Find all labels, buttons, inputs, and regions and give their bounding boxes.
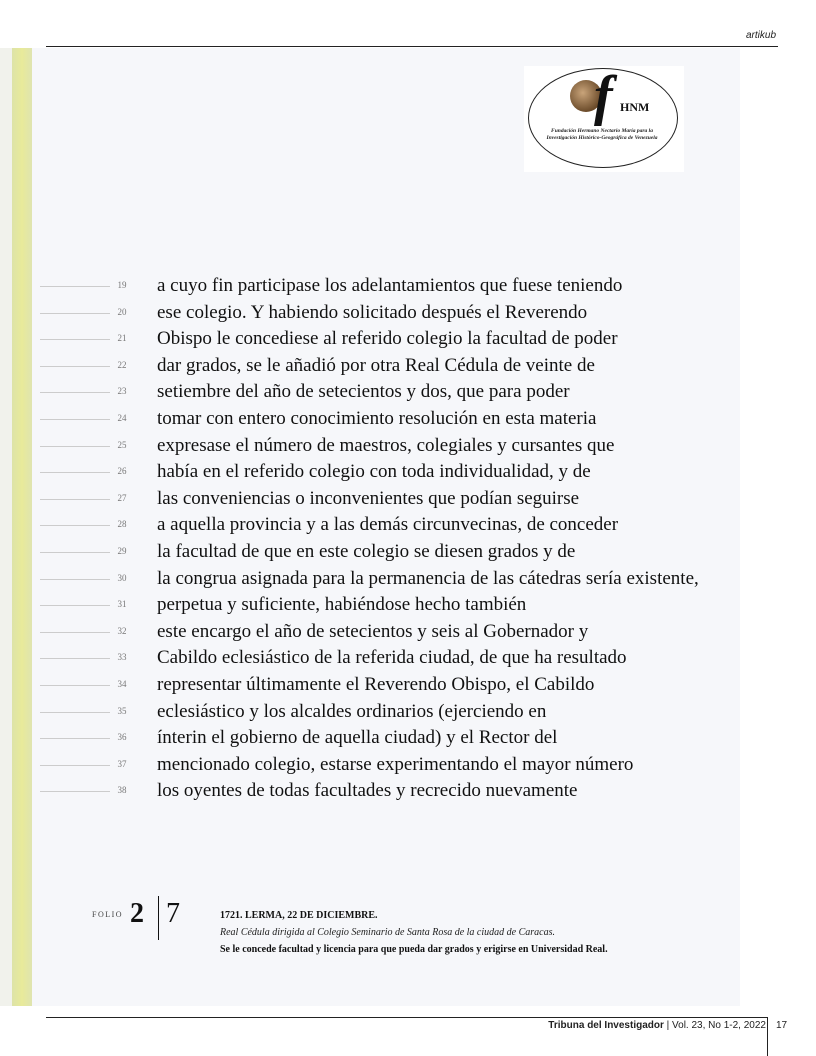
line-number: 26 xyxy=(117,466,127,477)
line-rule xyxy=(40,579,110,580)
line-number: 20 xyxy=(117,306,127,317)
logo-f-letter: f xyxy=(594,65,613,127)
line-number: 23 xyxy=(117,386,127,397)
line-rule xyxy=(40,712,110,713)
line-rule xyxy=(40,605,110,606)
line-rule xyxy=(40,286,110,287)
line-rule xyxy=(40,499,110,500)
line-rule xyxy=(40,525,110,526)
line-number: 37 xyxy=(117,758,127,769)
line-rule xyxy=(40,685,110,686)
line-text: representar últimamente el Reverendo Obispo, el Cabildo xyxy=(157,674,595,695)
line-rule xyxy=(40,658,110,659)
line-text: Cabildo eclesiástico de la referida ciudad, de que ha resultado xyxy=(157,647,627,669)
line-number: 22 xyxy=(117,359,127,370)
journal-issue: Vol. 23, No 1-2, 2022 xyxy=(672,1020,766,1031)
line-number: 21 xyxy=(117,333,127,344)
line-text: Obispo le concediese al referido colegio la facultad de poder xyxy=(157,328,618,350)
line-number: 35 xyxy=(117,705,127,716)
line-text: las conveniencias o inconvenientes que podían seguirse xyxy=(157,487,580,509)
line-number: 24 xyxy=(117,413,127,423)
line-rule xyxy=(40,791,110,792)
line-rule xyxy=(40,339,110,340)
line-text: los oyentes de todas facultades y recrecido nuevamente xyxy=(157,780,578,802)
line-text: mencionado colegio, estarse experimentando el mayor número xyxy=(157,753,634,775)
line-text: setiembre del año de setecientos y dos, que para poder xyxy=(157,381,570,403)
line-text: eclesiástico y los alcaldes ordinarios (ejerciendo en xyxy=(157,700,547,722)
line-text: expresase el número de maestros, colegiales y cursantes que xyxy=(157,434,615,456)
section-tag: artikub xyxy=(745,30,776,41)
line-number: 33 xyxy=(117,652,127,663)
line-text: la facultad de que en este colegio se diesen grados y de xyxy=(157,541,576,562)
page-edge xyxy=(0,48,12,1006)
line-number: 36 xyxy=(117,732,127,743)
line-rule xyxy=(40,632,110,633)
line-rule xyxy=(40,552,110,553)
line-text: a cuyo fin participase los adelantamientos que fuese teniendo xyxy=(157,275,623,296)
line-number: 27 xyxy=(117,492,127,503)
logo-abbreviation: HNM xyxy=(620,100,650,114)
line-rule xyxy=(40,765,110,766)
line-rule xyxy=(40,419,110,420)
page-number: 17 xyxy=(776,1020,788,1031)
line-number: 38 xyxy=(117,785,127,796)
line-rule xyxy=(40,472,110,473)
folio-number-right: 7 xyxy=(166,898,180,929)
line-text: perpetua y suficiente, habiéndose hecho también xyxy=(157,594,527,616)
journal-name: Tribuna del Investigador xyxy=(548,1020,664,1031)
line-rule xyxy=(40,446,110,447)
folio-number-left: 2 xyxy=(130,898,144,929)
line-text: había en el referido colegio con toda individualidad, y de xyxy=(157,461,591,483)
book-spine xyxy=(12,48,32,1006)
line-number: 28 xyxy=(117,519,127,530)
line-number: 31 xyxy=(117,599,127,610)
bottom-divider xyxy=(767,1017,768,1056)
line-number: 29 xyxy=(117,546,127,556)
top-rule xyxy=(46,46,778,47)
line-number: 19 xyxy=(117,280,127,290)
line-text: a aquella provincia y a las demás circunvecinas, de conceder xyxy=(157,514,619,536)
line-number: 34 xyxy=(117,679,127,689)
foundation-logo xyxy=(524,66,684,172)
line-text: dar grados, se le añadió por otra Real Cédula de veinte de xyxy=(157,354,595,376)
line-text: ínterin el gobierno de aquella ciudad) y el Rector del xyxy=(157,727,558,749)
line-text: este encargo el año de setecientos y seis al Gobernador y xyxy=(157,620,589,642)
logo-subtitle: Fundación Hermano Nectario María para la Investigación Histórico-Geográfica de Venezuela xyxy=(546,128,658,141)
caption-subtitle: Real Cédula dirigida al Colegio Seminario de Santa Rosa de la ciudad de Caracas. xyxy=(220,927,555,938)
line-number: 25 xyxy=(117,439,127,450)
bottom-rule xyxy=(46,1017,768,1018)
line-rule xyxy=(40,392,110,393)
line-number: 30 xyxy=(117,572,127,583)
line-number: 32 xyxy=(117,625,127,636)
line-text: la congrua asignada para la permanencia de las cátedras sería existente, xyxy=(157,567,699,589)
line-text: ese colegio. Y habiendo solicitado después el Reverendo xyxy=(157,301,588,323)
folio-divider xyxy=(158,896,159,940)
caption-description: Se le concede facultad y licencia para que pueda dar grados y erigirse en Universidad Real. xyxy=(220,944,608,955)
line-rule xyxy=(40,366,110,367)
line-rule xyxy=(40,738,110,739)
folio-label: FOLIO xyxy=(92,910,124,919)
line-text: tomar con entero conocimiento resolución en esta materia xyxy=(157,408,597,429)
caption-title: 1721. LERMA, 22 DE DICIEMBRE. xyxy=(220,910,378,921)
journal-footer: Tribuna del Investigador | Vol. 23, No 1-2, 2022 xyxy=(548,1020,766,1031)
line-rule xyxy=(40,313,110,314)
